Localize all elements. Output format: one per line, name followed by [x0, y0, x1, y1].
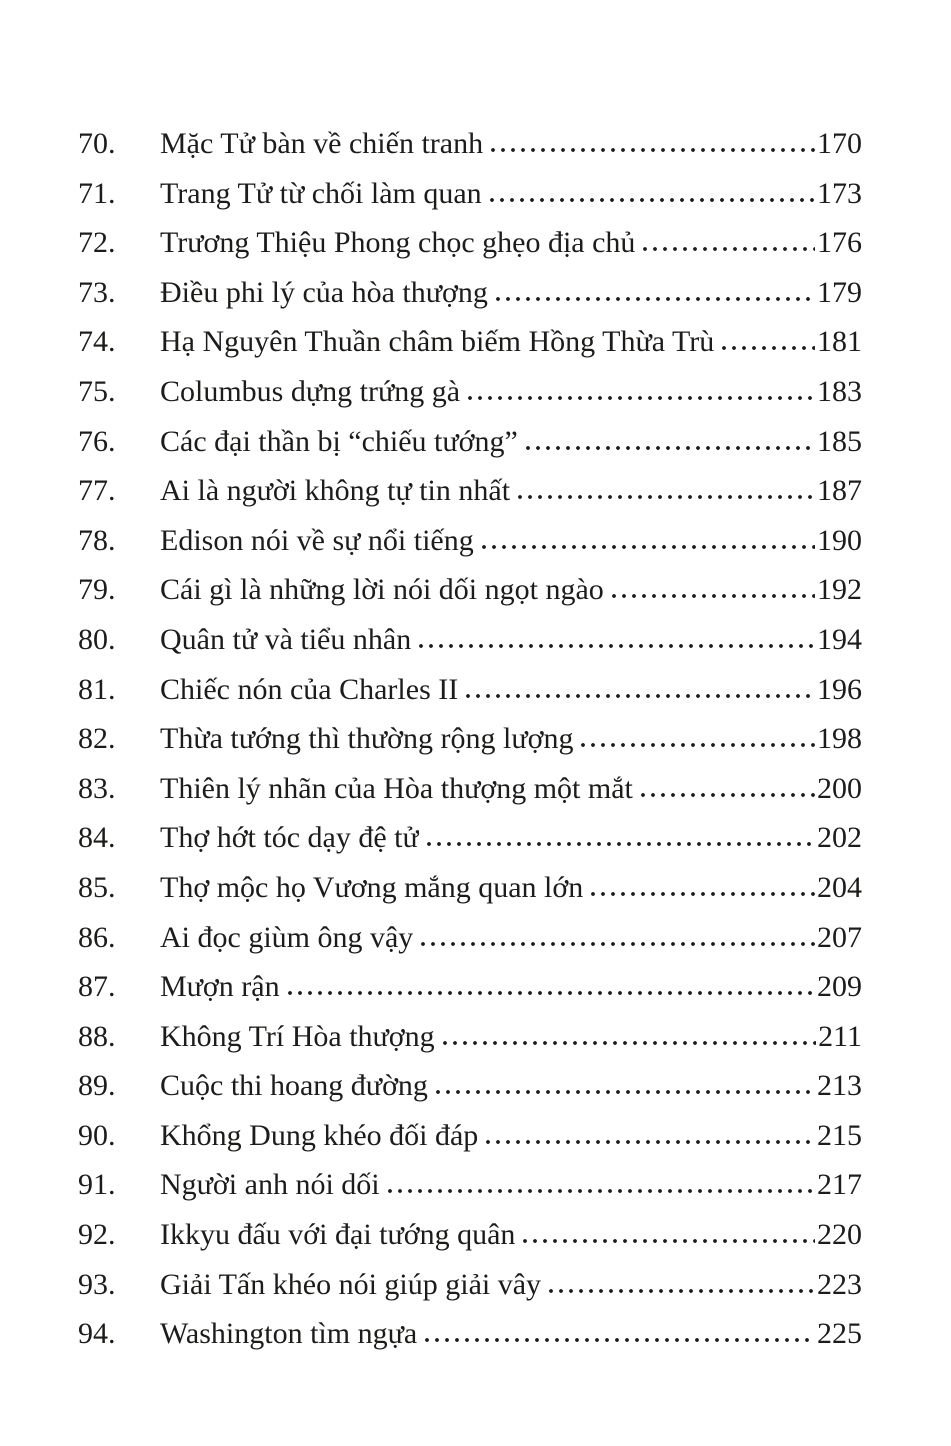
entry-number: 87. — [78, 970, 116, 1004]
entry-number: 89. — [78, 1069, 116, 1103]
entry-page-number: 211 — [818, 1019, 862, 1053]
entry-number: 82. — [78, 722, 116, 756]
entry-number: 94. — [78, 1317, 116, 1351]
entry-page-number: 192 — [817, 573, 862, 607]
toc-entry-row — [78, 1061, 862, 1111]
toc-entry-row — [78, 665, 862, 715]
dot-leader — [517, 494, 815, 500]
entry-page-number: 183 — [817, 374, 862, 408]
dot-leader — [611, 593, 815, 599]
entry-title: Ai đọc giùm ông vậy — [160, 920, 414, 954]
entry-page-number: 220 — [817, 1218, 862, 1252]
toc-entry-row — [78, 317, 862, 367]
entry-title: Chiếc nón của Charles II — [160, 672, 459, 706]
entry-page-number: 215 — [817, 1118, 862, 1152]
dot-leader — [495, 296, 815, 302]
entry-title: Điều phi lý của hòa thượng — [160, 275, 488, 309]
toc-entry-row — [78, 1160, 862, 1210]
entry-page-number: 209 — [817, 970, 862, 1004]
entry-title: Ai là người không tự tin nhất — [160, 474, 511, 508]
toc-entry-row — [78, 516, 862, 566]
toc-entry-row — [78, 1012, 862, 1062]
entry-page-number: 207 — [817, 920, 862, 954]
dot-leader — [485, 1139, 815, 1145]
entry-number: 85. — [78, 870, 116, 904]
entry-page-number: 213 — [817, 1069, 862, 1103]
entry-title: Thừa tướng thì thường rộng lượng — [160, 722, 574, 756]
entry-number: 83. — [78, 771, 116, 805]
entry-number: 90. — [78, 1118, 116, 1152]
dot-leader — [418, 643, 815, 649]
dot-leader — [548, 1288, 815, 1294]
toc-list — [78, 119, 862, 1359]
toc-entry-row — [78, 169, 862, 219]
dot-leader — [522, 1238, 815, 1244]
entry-number: 93. — [78, 1267, 116, 1301]
dot-leader — [525, 445, 815, 451]
entry-title: Không Trí Hòa thượng — [160, 1019, 435, 1053]
entry-page-number: 179 — [817, 275, 862, 309]
entry-title: Ikkyu đấu với đại tướng quân — [160, 1218, 516, 1252]
toc-entry-row — [78, 764, 862, 814]
toc-entry-row — [78, 714, 862, 764]
entry-title: Trương Thiệu Phong chọc ghẹo địa chủ — [160, 226, 636, 260]
dot-leader — [640, 792, 815, 798]
entry-number: 72. — [78, 226, 116, 260]
dot-leader — [490, 147, 815, 153]
entry-page-number: 202 — [817, 821, 862, 855]
entry-number: 73. — [78, 275, 116, 309]
entry-number: 88. — [78, 1019, 116, 1053]
entry-page-number: 190 — [817, 523, 862, 557]
entry-title: Trang Tử từ chối làm quan — [160, 176, 482, 210]
toc-entry-row — [78, 1111, 862, 1161]
entry-title: Mượn rận — [160, 970, 280, 1004]
entry-number: 78. — [78, 523, 116, 557]
dot-leader — [424, 1337, 815, 1343]
entry-title: Washington tìm ngựa — [160, 1317, 418, 1351]
entry-number: 70. — [78, 127, 116, 160]
entry-number: 74. — [78, 325, 116, 359]
entry-title: Các đại thần bị “chiếu tướng” — [160, 424, 518, 458]
entry-title: Giải Tấn khéo nói giúp giải vây — [160, 1267, 542, 1301]
toc-entry-row — [78, 466, 862, 516]
toc-entry-row — [78, 367, 862, 417]
entry-title: Hạ Nguyên Thuần châm biếm Hồng Thừa Trù — [160, 325, 715, 359]
entry-page-number: 223 — [817, 1267, 862, 1301]
entry-page-number: 204 — [817, 870, 862, 904]
toc-entry-row — [78, 417, 862, 467]
entry-title: Thợ mộc họ Vương mắng quan lớn — [160, 870, 584, 904]
entry-title: Khổng Dung khéo đối đáp — [160, 1118, 479, 1152]
toc-entry-row — [78, 218, 862, 268]
entry-page-number: 194 — [817, 622, 862, 656]
entry-title: Người anh nói dối — [160, 1168, 380, 1202]
toc-entry-row — [78, 119, 862, 169]
entry-page-number: 185 — [817, 424, 862, 458]
entry-page-number: 170 — [817, 127, 862, 160]
entry-page-number: 181 — [817, 325, 862, 359]
entry-page-number: 198 — [817, 722, 862, 756]
entry-number: 76. — [78, 424, 116, 458]
dot-leader — [387, 1188, 815, 1194]
dot-leader — [465, 693, 815, 699]
toc-entry-row — [78, 1260, 862, 1310]
entry-number: 81. — [78, 672, 116, 706]
toc-entry-row — [78, 1210, 862, 1260]
entry-title: Thợ hớt tóc dạy đệ tử — [160, 821, 419, 855]
entry-page-number: 200 — [817, 771, 862, 805]
entry-number: 84. — [78, 821, 116, 855]
toc-entry-row — [78, 813, 862, 863]
entry-number: 77. — [78, 474, 116, 508]
entry-title: Columbus dựng trứng gà — [160, 374, 461, 408]
entry-number: 75. — [78, 374, 116, 408]
entry-number: 79. — [78, 573, 116, 607]
dot-leader — [442, 1040, 816, 1046]
toc-entry-row — [78, 615, 862, 665]
entry-title: Thiên lý nhãn của Hòa thượng một mắt — [160, 771, 633, 805]
dot-leader — [721, 345, 815, 351]
entry-page-number: 225 — [817, 1317, 862, 1351]
dot-leader — [420, 941, 815, 947]
entry-number: 86. — [78, 920, 116, 954]
entry-title: Quân tử và tiểu nhân — [160, 622, 412, 656]
entry-page-number: 196 — [817, 672, 862, 706]
entry-page-number: 217 — [817, 1168, 862, 1202]
dot-leader — [467, 395, 815, 401]
entry-number: 92. — [78, 1218, 116, 1252]
dot-leader — [481, 544, 815, 550]
toc-entry-row — [78, 962, 862, 1012]
entry-title: Edison nói về sự nổi tiếng — [160, 523, 474, 557]
entry-title: Cái gì là những lời nói dối ngọt ngào — [160, 573, 604, 607]
dot-leader — [489, 197, 815, 203]
toc-entry-row — [78, 863, 862, 913]
dot-leader — [642, 246, 815, 252]
entry-page-number: 173 — [817, 176, 862, 210]
entry-number: 80. — [78, 622, 116, 656]
toc-entry-row — [78, 268, 862, 318]
dot-leader — [287, 990, 815, 996]
entry-title: Cuộc thi hoang đường — [160, 1069, 428, 1103]
toc-entry-row — [78, 913, 862, 963]
dot-leader — [590, 891, 815, 897]
entry-number: 71. — [78, 176, 116, 210]
toc-entry-row — [78, 1309, 862, 1359]
dot-leader — [426, 841, 815, 847]
entry-number: 91. — [78, 1168, 116, 1202]
entry-page-number: 176 — [817, 226, 862, 260]
entry-title: Mặc Tử bàn về chiến tranh — [160, 127, 484, 160]
entry-page-number: 187 — [817, 474, 862, 508]
dot-leader — [580, 742, 815, 748]
toc-entry-row — [78, 565, 862, 615]
dot-leader — [435, 1089, 815, 1095]
